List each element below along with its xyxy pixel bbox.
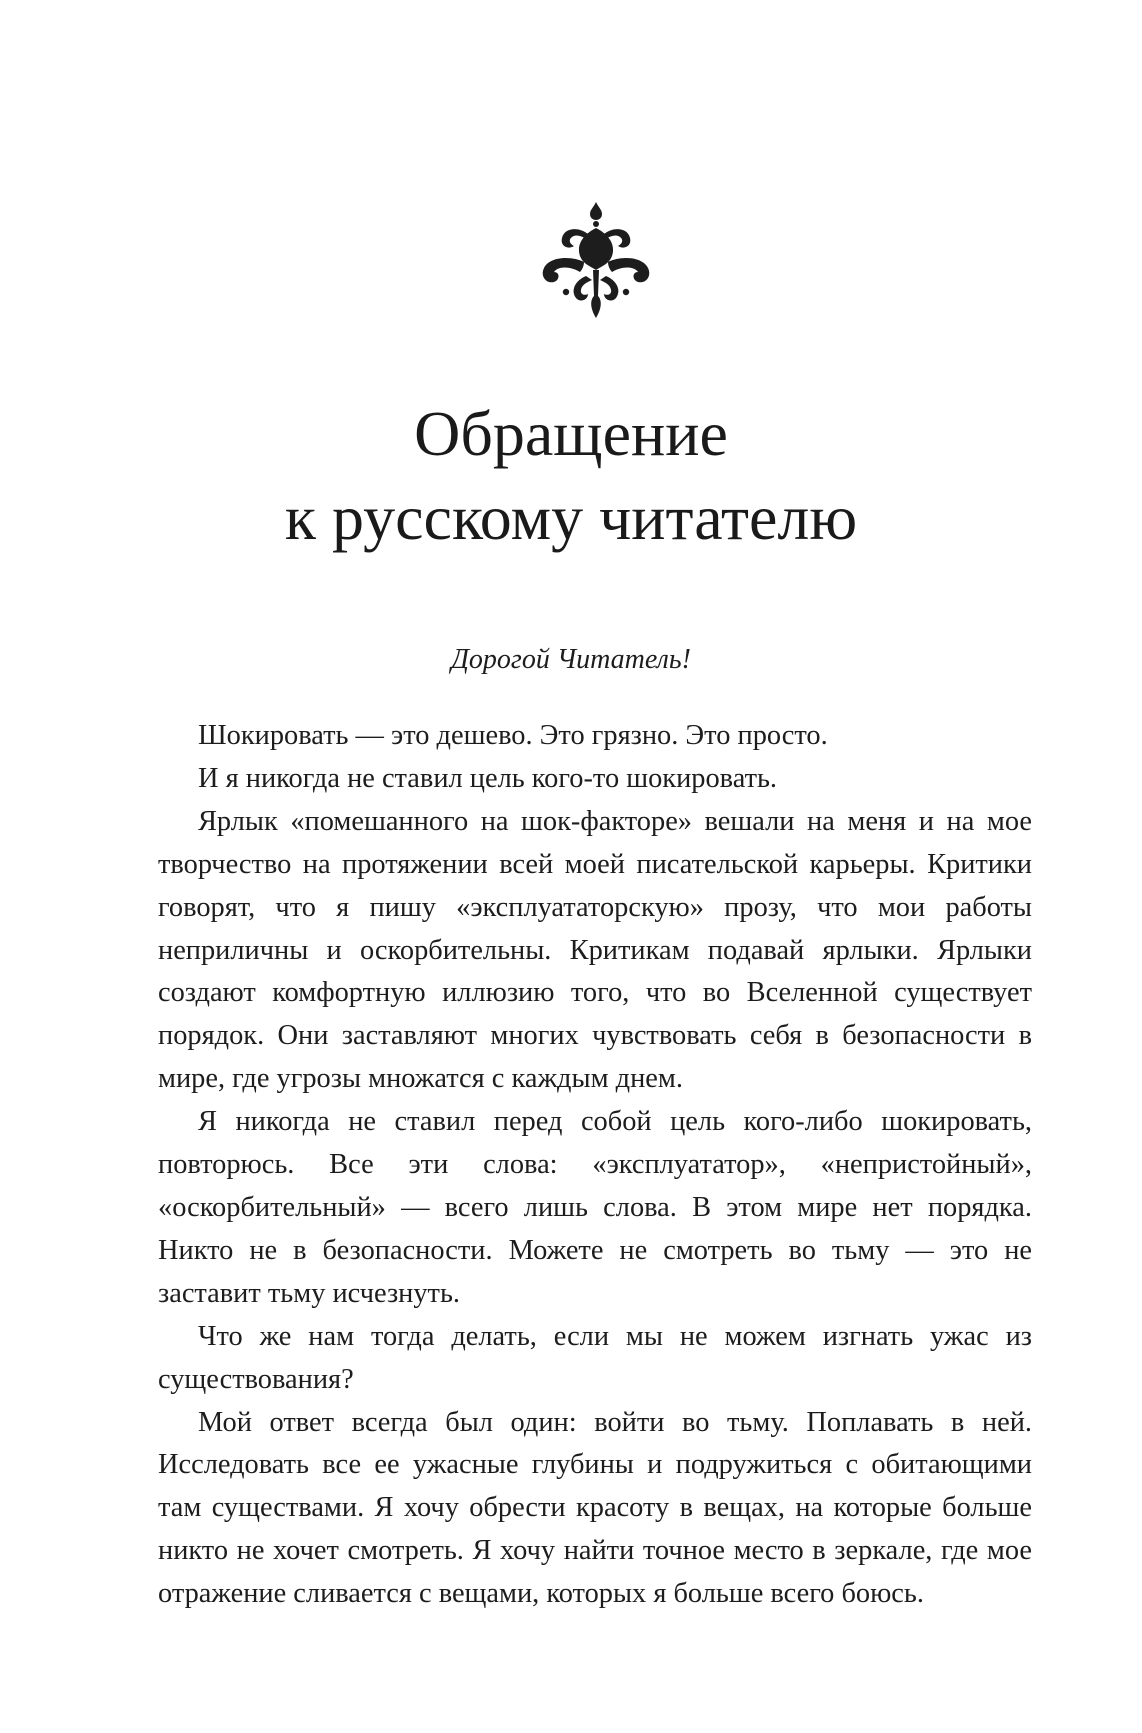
paragraph: Что же нам тогда делать, если мы не можем изгнать ужас из существования? xyxy=(158,1320,1032,1395)
paragraph: Шокировать — это дешево. Это грязно. Это просто. xyxy=(198,720,828,751)
fleuron-ornament-icon xyxy=(536,200,656,320)
title-line-2: к русскому читателю xyxy=(284,482,858,553)
title-line-1: Обращение xyxy=(414,398,728,469)
paragraph: И я никогда не ставил цель кого-то шокировать. xyxy=(198,762,778,794)
page-title xyxy=(0,392,1142,560)
paragraph: Ярлык «помешанного на шок-факторе» вешали на меня и на мое творчество на протяжении всей моей писательской карьеры. Критики говорят, что я пишу «эксплуататорскую» прозу, что мои работы неприличны и оскорбительны. Критикам подавай ярлыки. Ярлыки создают комфортную иллюзию того, что во Вселенной существует порядок. Они заставляют многих чувствовать себя в безопасности в мире, где угрозы множатся с каждым днем. xyxy=(158,805,1032,1095)
body-text xyxy=(158,715,1032,1616)
paragraph: Мой ответ всегда был один: войти во тьму. Поплавать в ней. Исследовать все ее ужасные глубины и подружиться с обитающими там существами. Я хочу обрести красоту в вещах, на которые больше никто не хочет смотреть. Я хочу найти точное место в зеркале, где мое отражение сливается с вещами, которых я больше всего боюсь. xyxy=(158,1406,1032,1610)
paragraph: Я никогда не ставил перед собой цель кого-либо шокировать, повторюсь. Все эти слова: «эксплуататор», «непристойный», «оскорбительный» — всего лишь слова. В этом мире нет порядка. Никто не в безопасности. Можете не смотреть во тьму — это не заставит тьму исчезнуть. xyxy=(158,1106,1032,1309)
salutation: Дорогой Читатель! xyxy=(451,644,691,675)
